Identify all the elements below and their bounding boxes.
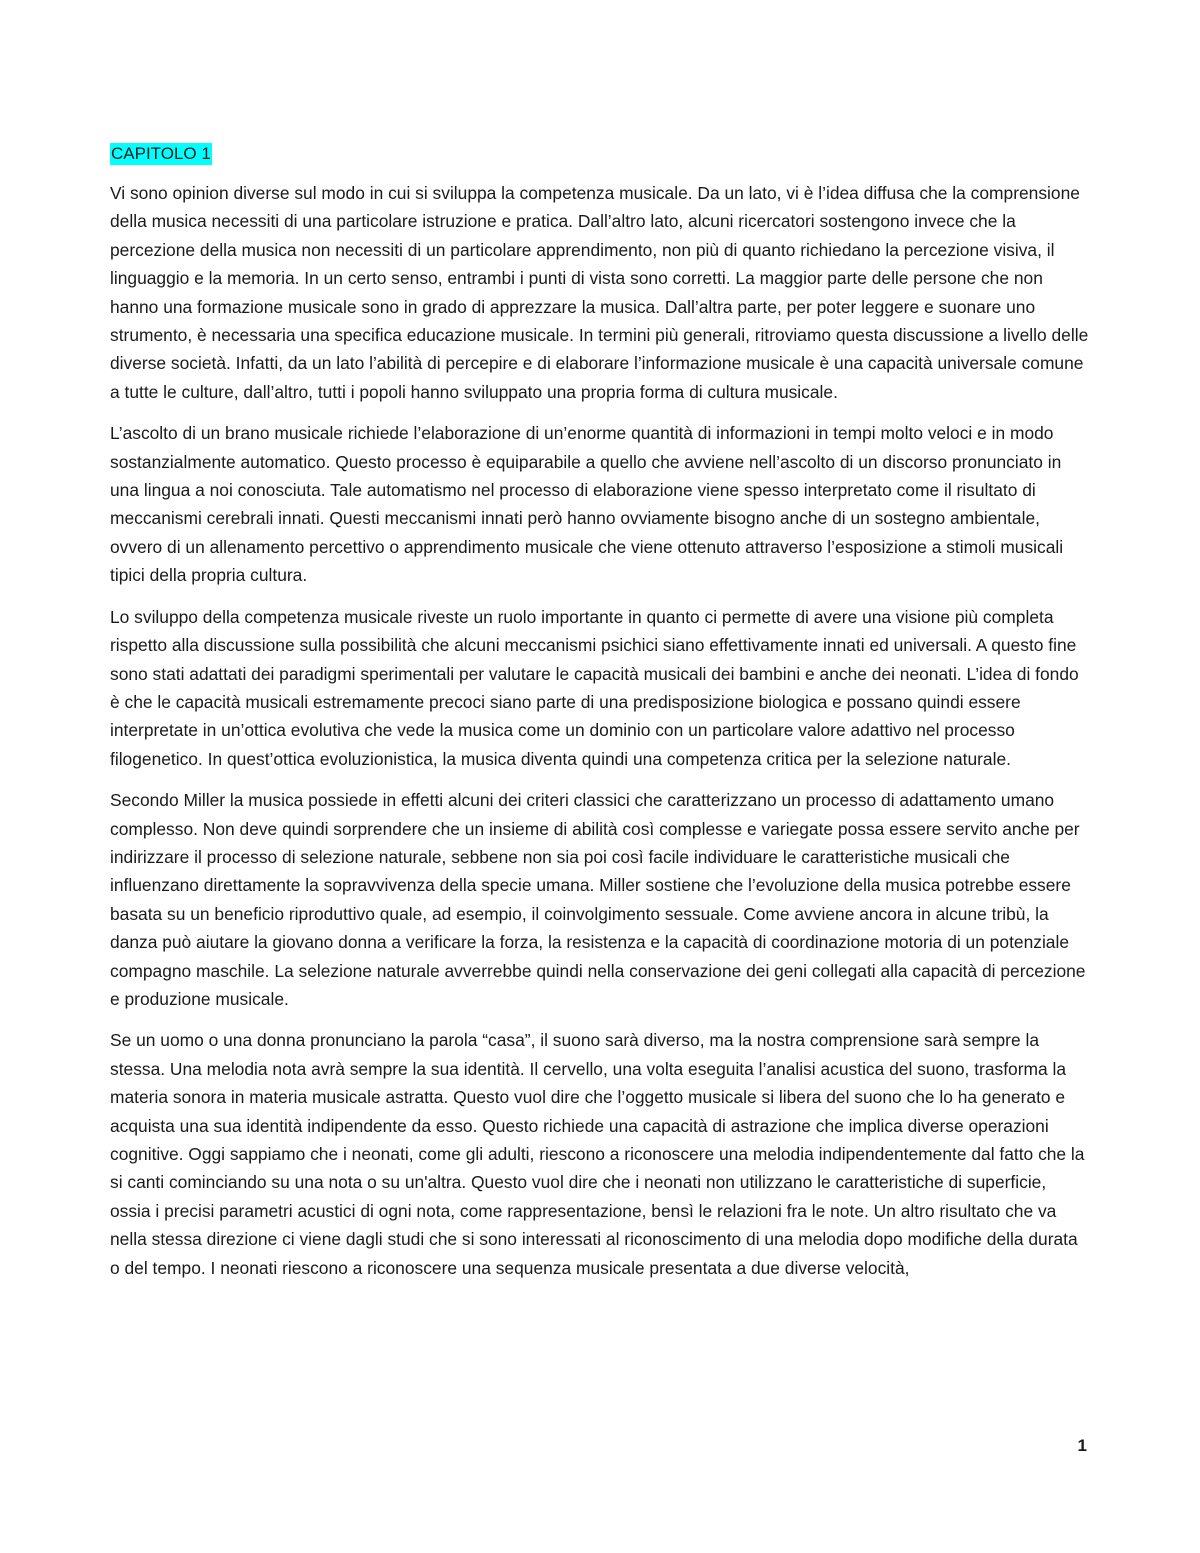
paragraph: Secondo Miller la musica possiede in effetti alcuni dei criteri classici che caratterizzano un processo di adattamento umano complesso. Non deve quindi sorprendere che un insieme di abilità così complesse e variegate possa essere servito anche per indirizzare il processo di selezione naturale, sebbene non sia poi così facile individuare le caratteristiche musicali che influenzano direttamente la sopravvivenza della specie umana. Miller sostiene che l’evoluzione della musica potrebbe essere basata su un beneficio riproduttivo quale, ad esempio, il coinvolgimento sessuale. Come avviene ancora in alcune tribù, la danza può aiutare la giovano donna a verificare la forza, la resistenza e la capacità di coordinazione motoria di un potenziale compagno maschile. La selezione naturale avverrebbe quindi nella conservazione dei geni collegati alla capacità di percezione e produzione musicale. — [110, 790, 1086, 1009]
paragraph: Vi sono opinion diverse sul modo in cui si sviluppa la competenza musicale. Da un lato, vi è l’idea diffusa che la comprensione della musica necessiti di una particolare istruzione e pratica. Dall’altro lato, alcuni ricercatori sostengono invece che la percezione della musica non necessiti di un particolare apprendimento, non più di quanto richiedano la percezione visiva, il linguaggio e la memoria. In un certo senso, entrambi i punti di vista sono corretti. La maggior parte delle persone che non hanno una formazione musicale sono in grado di apprezzare la musica. Dall’altra parte, per poter leggere e suonare uno strumento, è necessaria una specifica educazione musicale. In termini più generali, ritroviamo questa discussione a livello delle diverse società. Infatti, da un lato l’abilità di percepire e di elaborare l’informazione musicale è una capacità universale comune a tutte le culture, dall’altro, tutti i popoli hanno sviluppato una propria forma di cultura musicale. — [110, 183, 1089, 402]
chapter-heading: CAPITOLO 1 — [111, 144, 211, 163]
paragraph: Se un uomo o una donna pronunciano la parola “casa”, il suono sarà diverso, ma la nostra comprensione sarà sempre la stessa. Una melodia nota avrà sempre la sua identità. Il cervello, una volta eseguita l’analisi acustica del suono, trasforma la materia sonora in materia musicale astratta. Questo vuol dire che l’oggetto musicale si libera del suono che lo ha generato e acquista una sua identità indipendente da esso. Questo richiede una capacità di astrazione che implica diverse operazioni cognitive. Oggi sappiamo che i neonati, come gli adulti, riescono a riconoscere una melodia indipendentemente dal fatto che la si canti cominciando su una nota o su un'altra. Questo vuol dire che i neonati non utilizzano le caratteristiche di superficie, ossia i precisi parametri acustici di ogni nota, come rappresentazione, bensì le relazioni fra le note. Un altro risultato che va nella stessa direzione ci viene dagli studi che si sono interessati al riconoscimento di una melodia dopo modifiche della durata o del tempo. I neonati riescono a riconoscere una sequenza musicale presentata a due diverse velocità, — [110, 1030, 1085, 1278]
paragraph: L’ascolto di un brano musicale richiede l’elaborazione di un’enorme quantità di informazioni in tempi molto veloci e in modo sostanzialmente automatico. Questo processo è equiparabile a quello che avviene nell’ascolto di un discorso pronunciato in una lingua a noi conosciuta. Tale automatismo nel processo di elaborazione viene spesso interpretato come il risultato di meccanismi cerebrali innati. Questi meccanismi innati però hanno ovviamente bisogno anche di un sostegno ambientale, ovvero di un allenamento percettivo o apprendimento musicale che viene ottenuto attraverso l’esposizione a stimoli musicali tipici della propria cultura. — [110, 423, 1064, 586]
document-body — [110, 143, 1090, 1295]
paragraph: Lo sviluppo della competenza musicale riveste un ruolo importante in quanto ci permette di avere una visione più completa rispetto alla discussione sulla possibilità che alcuni meccanismi psichici siano effettivamente innati ed universali. A questo fine sono stati adattati dei paradigmi sperimentali per valutare le capacità musicali dei bambini e anche dei neonati. L’idea di fondo è che le capacità musicali estremamente precoci siano parte di una predisposizione biologica e possano quindi essere interpretate in un’ottica evolutiva che vede la musica come un dominio con un particolare valore adattivo nel processo filogenetico. In quest’ottica evoluzionistica, la musica diventa quindi una competenza critica per la selezione naturale. — [110, 606, 1079, 769]
page-number: 1 — [1077, 1436, 1087, 1455]
